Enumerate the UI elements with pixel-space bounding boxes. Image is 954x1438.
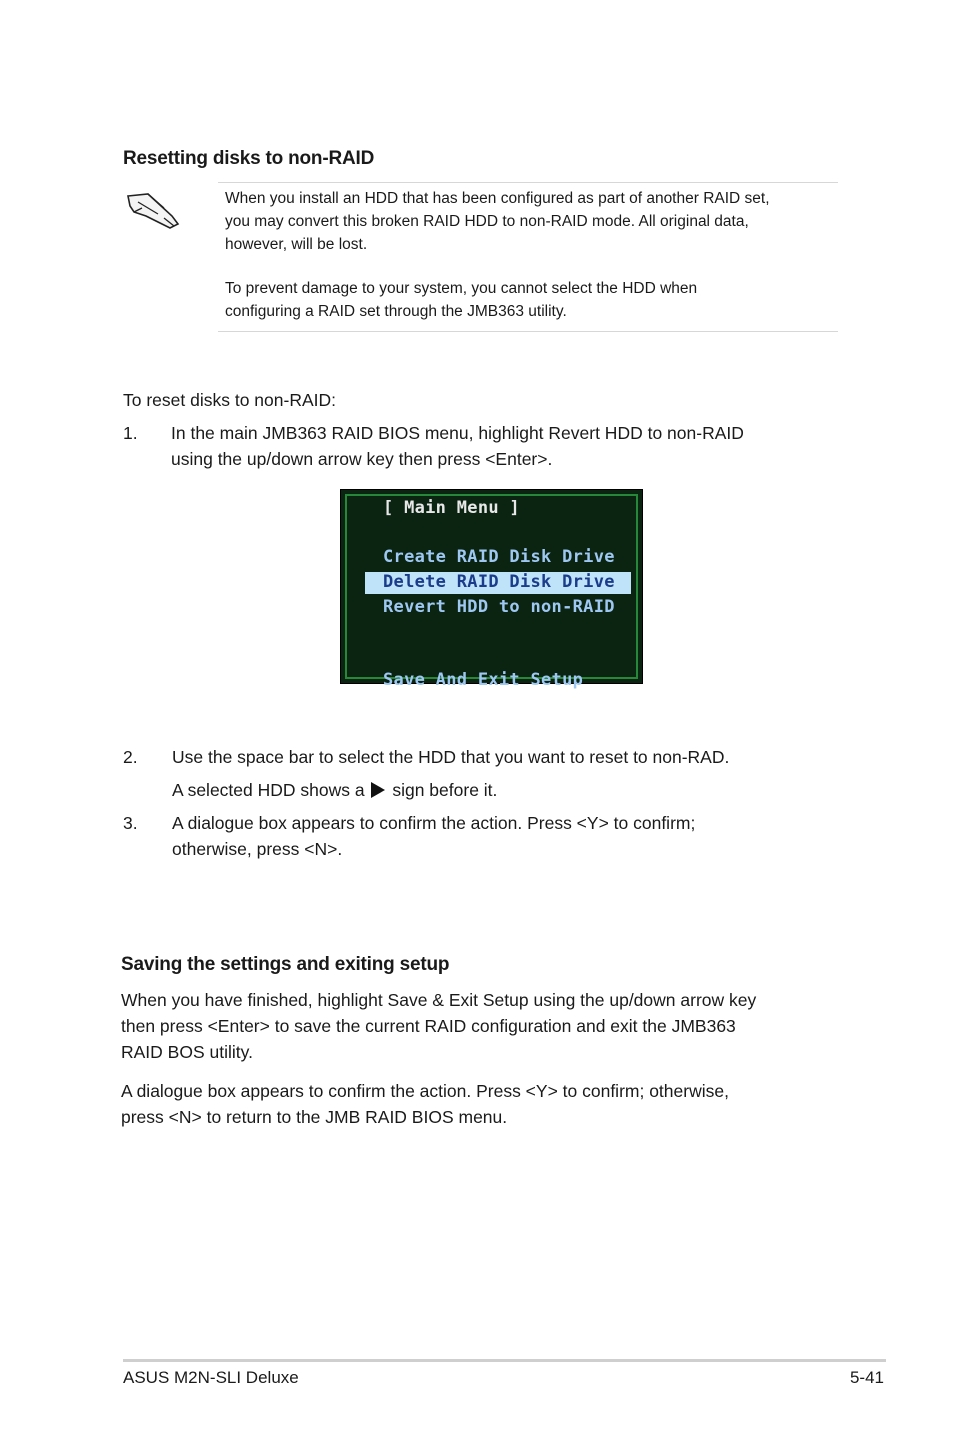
- step-2-line-1: Use the space bar to select the HDD that you want to reset to non-RAD.: [172, 747, 730, 767]
- note-line: however, will be lost.: [225, 236, 368, 253]
- para-line: A dialogue box appears to confirm the action. Press <Y> to confirm; otherwise,: [121, 1081, 729, 1101]
- triangle-sign-icon: [371, 782, 385, 798]
- bios-item-delete: Delete RAID Disk Drive: [383, 572, 615, 592]
- para-line: then press <Enter> to save the current RAID configuration and exit the JMB363: [121, 1016, 736, 1036]
- para-line: press <N> to return to the JMB RAID BIOS menu.: [121, 1107, 508, 1127]
- note-paragraph-1: [225, 187, 770, 256]
- para-line: RAID BOS utility.: [121, 1042, 253, 1062]
- section-heading-reset: Resetting disks to non-RAID: [123, 148, 375, 169]
- footer-rule: [123, 1359, 886, 1362]
- para-line: When you have finished, highlight Save & Exit Setup using the up/down arrow key: [121, 990, 757, 1010]
- step-line: In the main JMB363 RAID BIOS menu, highlight Revert HDD to non-RAID: [171, 423, 744, 443]
- step-2-before: A selected HDD shows a: [172, 780, 365, 800]
- note-hand-icon: [124, 190, 182, 232]
- bios-menu-title: [ Main Menu ]: [383, 498, 520, 518]
- step-2-after: sign before it.: [392, 780, 498, 800]
- step-line: A dialogue box appears to confirm the action. Press <Y> to confirm;: [172, 813, 696, 833]
- note-line: To prevent damage to your system, you cannot select the HDD when: [225, 280, 698, 297]
- footer-page-number: 5-41: [849, 1368, 884, 1387]
- section-heading-save: Saving the settings and exiting setup: [121, 954, 450, 975]
- save-paragraph-2: [121, 1078, 729, 1130]
- step-2-line-2: [172, 777, 497, 803]
- steps-intro: To reset disks to non-RAID:: [123, 390, 336, 410]
- footer-product-name: ASUS M2N-SLI Deluxe: [123, 1368, 299, 1387]
- step-line: otherwise, press <N>.: [172, 839, 343, 859]
- step-1-text: [171, 420, 744, 472]
- step-3-number: 3.: [123, 813, 138, 833]
- note-line: When you install an HDD that has been configured as part of another RAID set,: [225, 190, 770, 207]
- note-line: configuring a RAID set through the JMB363 utility.: [225, 303, 567, 320]
- step-2-number: 2.: [123, 747, 138, 767]
- step-3-text: [172, 810, 695, 862]
- step-1-number: 1.: [123, 423, 138, 443]
- note-line: you may convert this broken RAID HDD to non-RAID mode. All original data,: [225, 213, 749, 230]
- bios-item-save-exit: Save And Exit Setup: [383, 670, 584, 690]
- bios-frame: [345, 494, 638, 690]
- bios-item-create: Create RAID Disk Drive: [383, 547, 615, 567]
- step-line: using the up/down arrow key then press <Enter>.: [171, 449, 553, 469]
- bios-main-menu-screenshot: [340, 489, 643, 690]
- save-paragraph-1: [121, 987, 756, 1065]
- bios-item-revert: Revert HDD to non-RAID: [383, 597, 615, 617]
- note-paragraph-2: [225, 277, 697, 323]
